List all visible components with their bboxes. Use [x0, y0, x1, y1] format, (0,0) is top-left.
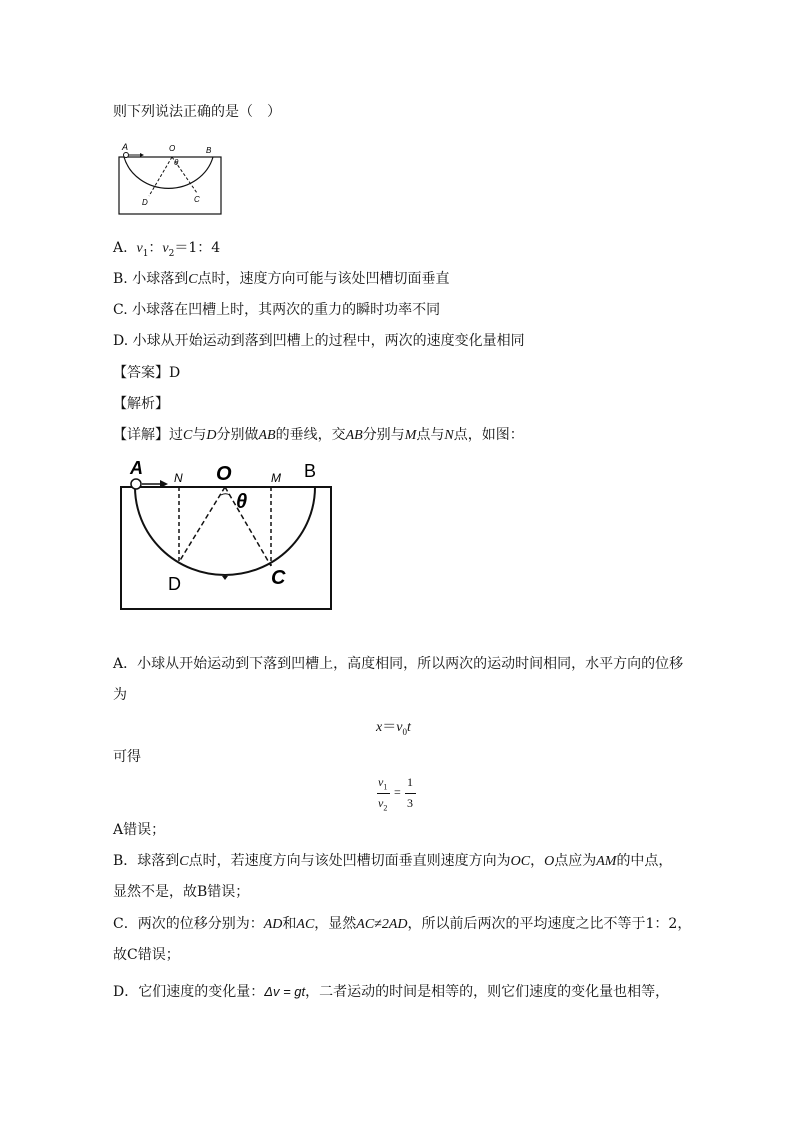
fig2-label-A: A [130, 458, 143, 478]
fig1-label-D: D [142, 198, 148, 207]
fig2-container [121, 487, 331, 609]
solution-c-line1: C．两次的位移分别为：AD和AC，显然AC≠2AD，所以前后两次的平均速度之比不等于1：2， [113, 916, 692, 932]
option-c: C. 小球落在凹槽上时，其两次的重力的瞬时功率不同 [113, 302, 441, 318]
fraction-formula [374, 774, 424, 814]
fig1-arrow-head [140, 153, 144, 157]
answer-line: 【答案】D [113, 365, 181, 381]
fig1-ball [124, 153, 129, 158]
frac-left-bar [377, 793, 390, 794]
fig2-theta-arc [221, 494, 230, 495]
fig2-label-C: C [271, 567, 286, 589]
detail-line: 【详解】过C与D分别做AB的垂线，交AB分别与M点与N点，如图： [113, 427, 524, 443]
fig2-bottom-mark [222, 576, 228, 580]
question-stem: 则下列说法正确的是（ ） [113, 104, 281, 120]
fig1-label-B: B [206, 146, 212, 155]
fig1-container [119, 157, 221, 214]
fig2-label-N: N [174, 471, 183, 485]
frac-right-denominator: 3 [407, 796, 413, 810]
analysis-title: 【解析】 [113, 396, 169, 412]
solution-d-line1: D．它们速度的变化量：Δv = gt，二者运动的时间是相等的，则它们速度的变化量也相等， [113, 984, 670, 1000]
option-d: D. 小球从开始运动到落到凹槽上的过程中，两次的速度变化量相同 [113, 333, 525, 349]
fig1-label-A: A [122, 142, 129, 152]
figure-1-bowl-diagram [116, 138, 226, 218]
solution-b-line2: 显然不是，故B错误； [113, 884, 250, 900]
solution-a-wrong: A错误； [113, 822, 166, 838]
option-a: A. $v_1$：$v_2=1$：4 [113, 240, 221, 259]
fig2-od-line [179, 487, 225, 562]
frac-right-bar [405, 793, 416, 794]
fig2-ball [131, 479, 141, 489]
frac-equals: = [394, 785, 401, 799]
fig1-od-line [149, 157, 172, 196]
frac-left-numerator: $v_1$ [378, 775, 388, 792]
solution-b-line1: B．球落到C点时，若速度方向与该处凹槽切面垂直则速度方向为OC，O点应为AM的中点， [113, 853, 673, 869]
fig2-semicircle [135, 487, 315, 575]
fig1-semicircle [124, 157, 213, 188]
fig1-label-O: O [169, 144, 176, 153]
solution-c-line2: 故C错误； [113, 947, 180, 963]
fig2-label-B: B [304, 461, 317, 481]
fig1-label-theta: θ [174, 158, 179, 167]
frac-left-denominator: $v_2$ [378, 796, 388, 813]
solution-a-line2: 为 [113, 687, 127, 703]
fig2-oc-line [225, 487, 271, 566]
frac-right-numerator: 1 [407, 775, 413, 789]
keyi-line: 可得 [113, 749, 141, 765]
fig1-label-C: C [194, 195, 200, 204]
formula-x-v0t: $x=v_0t$ [376, 720, 411, 737]
fig2-label-O: O [216, 463, 232, 485]
fig2-label-M: M [271, 471, 281, 485]
solution-a-line1: A．小球从开始运动到下落到凹槽上，高度相同，所以两次的运动时间相同，水平方向的位移 [113, 656, 684, 672]
option-b: B. 小球落到C点时，速度方向可能与该处凹槽切面垂直 [113, 271, 450, 287]
figure-2-bowl-diagram [118, 452, 338, 614]
fig2-label-D: D [168, 574, 181, 594]
fig2-label-theta: θ [236, 491, 248, 513]
